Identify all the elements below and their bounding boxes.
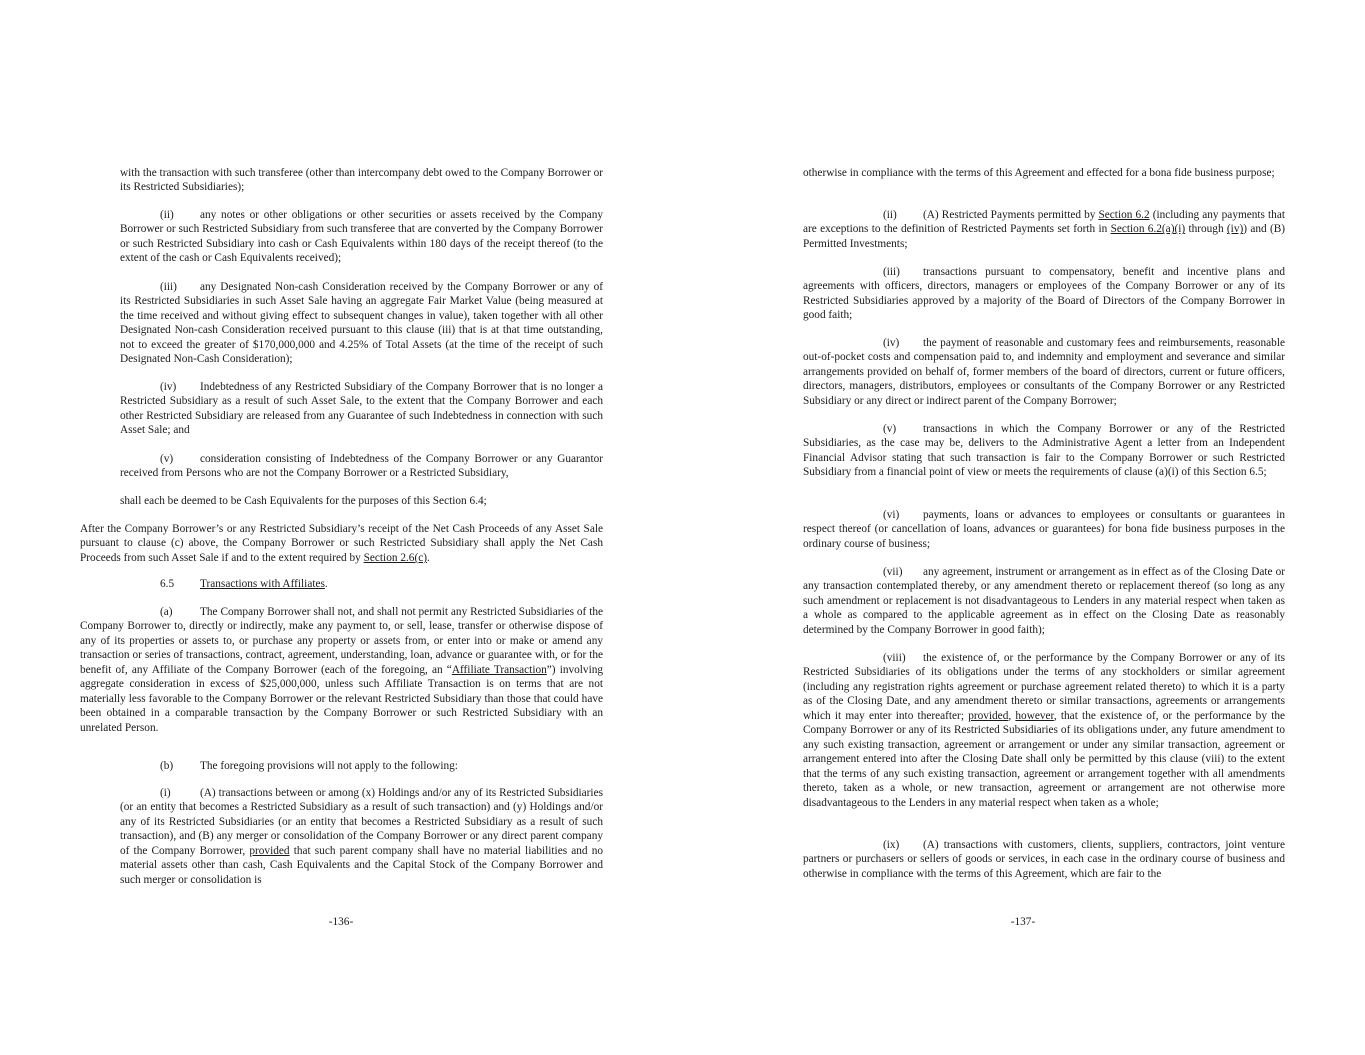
clause-number: (vii) (883, 566, 903, 578)
page-number: -137- (1010, 916, 1036, 928)
page-number: -136- (328, 916, 354, 928)
paragraph-v: (v) consideration consisting of Indebtedness of the Company Borrower or any Guarantor received from Persons who are not the Company Borrower or a Restricted Subsidiary, (120, 453, 603, 480)
paragraph-iv: (iv) Indebtedness of any Restricted Subsidiary of the Company Borrower that is no longer a Restricted Subsidiary as a result of such Asset Sale, to the extent that the Company Borrower and each other Restricted Subsidiary are released from any Guarantee of such Indebtedness in connection with such Asset Sale; and (120, 381, 603, 437)
paragraph-a: (a) The Company Borrower shall not, and shall not permit any Restricted Subsidiaries of the Company Borrower to, directly or indirectly, make any payment to, or sell, lease, transfer or otherwise dispose of any of its properties or assets to, or purchase any property or assets from, or enter into or make or amend any transaction or series of transactions, contract, agreement, understanding, loan, advance or guarantee with, or for the benefit of, any Affiliate of the Company Borrower (each of the foregoing, an “Affiliate Transaction”) involving aggregate consideration in excess of $25,000,000, unless such Affiliate Transaction is on terms that are not materially less favorable to the Company Borrower or the relevant Restricted Subsidiary than those that could have been obtained in a comparable transaction by the Company Borrower or such Restricted Subsidiary with an unrelated Person. (80, 606, 603, 734)
section-reference: Section 6.2 (1098, 209, 1150, 221)
section-reference: (iv) (1226, 223, 1244, 236)
section-number: 6.5 (160, 578, 175, 590)
provided-term: provided (968, 709, 1009, 722)
paragraph-continuation: with the transaction with such transferee (other than intercompany debt owed to the Company Borrower or its Restricted Subsidiaries); (120, 167, 603, 194)
clause-number: (iii) (160, 281, 177, 293)
paragraph-vii: (vii) any agreement, instrument or arrangement as in effect as of the Closing Date or any transaction contemplated thereby, or any amendment thereto or replacement thereof (so long as any such amendment or replacement is not disadvantageous to Lenders in any material respect when taken as a whole as compared to the applicable agreement as in effect on the Closing Date as reasonably determined by the Company Borrower in good faith); (803, 566, 1285, 636)
clause-number: (viii) (883, 652, 906, 664)
clause-number: (i) (160, 787, 171, 799)
clause-number: (vi) (883, 509, 900, 521)
paragraph-ix: (ix) (A) transactions with customers, clients, suppliers, contractors, joint venture partners or purchasers or sellers of goods or services, in each case in the ordinary course of business and otherwise in compliance with the terms of this Agreement, which are fair to the (803, 839, 1285, 880)
paragraph-v: (v) transactions in which the Company Borrower or any of the Restricted Subsidiaries, as the case may be, delivers to the Administrative Agent a letter from an Independent Financial Advisor stating that such transaction is fair to the Company Borrower or such Restricted Subsidiary from a financial point of view or meets the requirements of clause (a)(i) of this Section 6.5; (803, 423, 1285, 479)
section-reference: Section 6.2(a)(i) (1110, 223, 1186, 236)
clause-number: (a) (160, 606, 173, 618)
paragraph-b: (b) The foregoing provisions will not apply to the following: (160, 760, 458, 772)
paragraph-vi: (vi) payments, loans or advances to employees or consultants or guarantees in respect thereof (or cancellation of loans, advances or guarantees) for bona fide business purposes in the ordinary course of business; (803, 509, 1285, 550)
provided-term: provided (249, 844, 290, 857)
paragraph-iii: (iii) transactions pursuant to compensatory, benefit and incentive plans and agreements with officers, directors, managers or employees of the Company Borrower or any of its Restricted Subsidiaries approved by a majority of the Board of Directors of the Company Borrower in good faith; (803, 266, 1285, 322)
paragraph-ii: (ii) (A) Restricted Payments permitted by Section 6.2 (including any payments that are exceptions to the definition of Restricted Payments set forth in Section 6.2(a)(i) through (iv)) and (B) Permitted Investments; (803, 209, 1286, 250)
however-term: however (1015, 709, 1054, 722)
clause-number: (v) (883, 423, 897, 435)
section-title: Transactions with Affiliates (200, 578, 325, 590)
defined-term: Affiliate Transaction (451, 663, 547, 676)
paragraph-i: (i) (A) transactions between or among (x) Holdings and/or any of its Restricted Subsidiaries (or an entity that becomes a Restricted Subsidiary as a result of such transaction) and (y) Holdings and/or any of its Restricted Subsidiaries (or an entity that becomes a Restricted Subsidiary as a result of such transaction), and (B) any merger or consolidation of the Company Borrower or any direct parent company of the Company Borrower, provided that such parent company shall have no material liabilities and no material assets other than cash, Cash Equivalents and the Capital Stock of the Company Borrower and such merger or consolidation is (120, 787, 603, 886)
clause-number: (ix) (883, 839, 900, 851)
paragraph-continuation: otherwise in compliance with the terms of this Agreement and effected for a bona fide business purpose; (803, 167, 1275, 179)
paragraph-shall: shall each be deemed to be Cash Equivalents for the purposes of this Section 6.4; (120, 495, 487, 507)
paragraph-iii: (iii) any Designated Non-cash Consideration received by the Company Borrower or any of its Restricted Subsidiaries in such Asset Sale having an aggregate Fair Market Value (being measured at the time received and without giving effect to subsequent changes in value), taken together with all other Designated Non-cash Consideration received pursuant to this clause (iii) that is at that time outstanding, not to exceed the greater of $170,000,000 and 4.25% of Total Assets (at the time of the receipt of such Designated Non-Cash Consideration); (120, 281, 603, 366)
section-reference: Section 2.6(c) (363, 551, 427, 564)
clause-number: (iv) (160, 381, 177, 393)
paragraph-ii: (ii) any notes or other obligations or other securities or assets received by the Company Borrower or such Restricted Subsidiary from such transferee that are converted by the Company Borrower or such Restricted Subsidiary into cash or Cash Equivalents within 180 days of the receipt thereof (to the extent of the cash or Cash Equivalents received); (120, 209, 603, 265)
clause-number: (iv) (883, 337, 900, 349)
section-heading: 6.5 Transactions with Affiliates. (160, 578, 328, 590)
clause-number: (ii) (160, 209, 174, 221)
paragraph-after: After the Company Borrower’s or any Restricted Subsidiary’s receipt of the Net Cash Proceeds of any Asset Sale pursuant to clause (c) above, the Company Borrower or such Restricted Subsidiary shall apply the Net Cash Proceeds from such Asset Sale if and to the extent required by Section 2.6(c). (80, 523, 603, 564)
clause-number: (b) (160, 760, 174, 772)
paragraph-viii: (viii) the existence of, or the performance by the Company Borrower or any of its Restricted Subsidiaries of its obligations under the terms of any stockholders or similar agreement (including any registration rights agreement or purchase agreement related thereto) to which it is a party as of the Closing Date, and any amendment thereto or similar transactions, agreements or arrangements which it may enter into thereafter; provided, however, that the existence of, or the performance by the Company Borrower or any of its Restricted Subsidiaries of its obligations under, any future amendment to any such existing transaction, agreement or arrangement or under any similar transaction, agreement or arrangement entered into after the Closing Date shall only be permitted by this clause (viii) to the extent that the terms of any such existing transaction, agreement or arrangement together with all amendments thereto, taken as a whole, or new transaction, agreement or arrangement are not otherwise more disadvantageous to the Lenders in any material respect when taken as a whole; (803, 652, 1285, 809)
clause-number: (v) (160, 453, 174, 465)
clause-number: (ii) (883, 209, 897, 221)
paragraph-iv: (iv) the payment of reasonable and customary fees and reimbursements, reasonable out-of-pocket costs and compensation paid to, and indemnity and employment and severance and similar arrangements provided on behalf of, former members of the board of directors, current or future officers, directors, managers, distributors, employees or consultants of the Company Borrower or any Restricted Subsidiary or any direct or indirect parent of the Company Borrower; (803, 337, 1285, 407)
clause-number: (iii) (883, 266, 900, 278)
